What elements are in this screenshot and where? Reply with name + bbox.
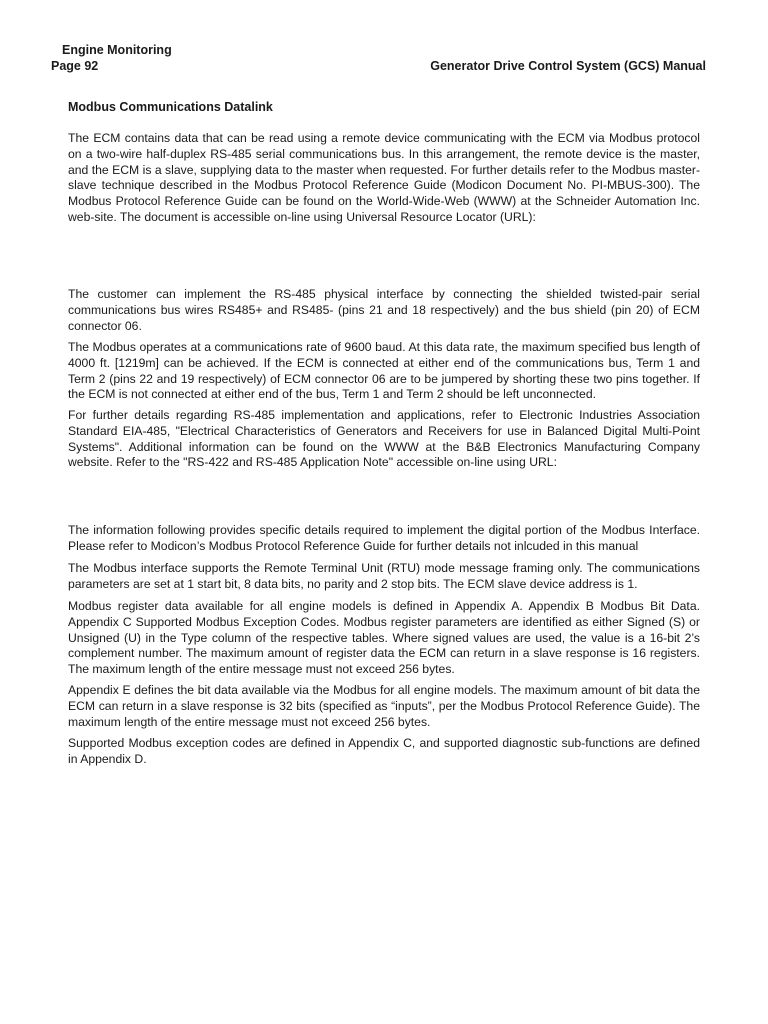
paragraph-exception-codes: Supported Modbus exception codes are defined in Appendix C, and supported diagnostic sub-functions are defined in Appendix D.	[68, 736, 700, 766]
section-heading: Modbus Communications Datalink	[68, 100, 273, 114]
paragraph-ecm-intro: The ECM contains data that can be read using a remote device communicating with the ECM via Modbus protocol on a two-wire half-duplex RS-485 serial communications bus. In this arrangement, the remote device is the master, and the ECM is a slave, supplying data to the master when requested. For further details refer to the Modbus master-slave technique described in the Modbus Protocol Reference Guide (Modicon Document No. PI-MBUS-300). The Modbus Protocol Reference Guide can be found on the World-Wide-Web (WWW) at the Schneider Automation Inc. web-site. The document is accessible on-line using Universal Resource Locator (URL):	[68, 131, 700, 224]
paragraph-rtu-mode: The Modbus interface supports the Remote Terminal Unit (RTU) mode message framing only. The communications parameters are set at 1 start bit, 8 data bits, no parity and 2 stop bits. The ECM slave device address is 1.	[68, 561, 700, 591]
paragraph-rs485-references: For further details regarding RS-485 implementation and applications, refer to Electronic Industries Association Standard EIA-485, "Electrical Characteristics of Generators and Receivers for use in Balanced Digital Multi-Point Systems". Additional information can be found on the WWW at the B&B Electronics Manufacturing Company website. Refer to the "RS-422 and RS-485 Application Note" accessible on-line using URL:	[68, 408, 700, 470]
paragraph-rs485-interface: The customer can implement the RS-485 physical interface by connecting the shielded twisted-pair serial communications bus wires RS485+ and RS485- (pins 21 and 18 respectively) and the bus shield (pin 20) of ECM connector 06.	[68, 287, 700, 333]
paragraph-register-data: Modbus register data available for all engine models is defined in Appendix A. Appendix B Modbus Bit Data. Appendix C Supported Modbus Exception Codes. Modbus register parameters are identified as either Signed (S) or Unsigned (U) in the Type column of the respective tables. Where signed values are used, the value is a 16-bit 2’s complement number. The maximum amount of register data the ECM can return in a slave response is 16 registers. The maximum length of the entire message must not exceed 256 bytes.	[68, 599, 700, 677]
paragraph-bit-data: Appendix E defines the bit data available via the Modbus for all engine models. The maximum amount of bit data the ECM can return in a slave response is 32 bits (specified as “inputs”, per the Modbus Protocol Reference Guide). The maximum length of the entire message must not exceed 256 bytes.	[68, 683, 700, 729]
header-manual-title: Generator Drive Control System (GCS) Manual	[430, 59, 706, 73]
paragraph-digital-interface: The information following provides specific details required to implement the digital portion of the Modbus Interface. Please refer to Modicon’s Modbus Protocol Reference Guide for further details not inlcuded in this manual	[68, 523, 700, 553]
header-section-title: Engine Monitoring	[62, 43, 172, 57]
paragraph-baud-rate: The Modbus operates at a communications rate of 9600 baud. At this data rate, the maximum specified bus length of 4000 ft. [1219m] can be achieved. If the ECM is connected at either end of the communications bus, Term 1 and Term 2 (pins 22 and 19 respectively) of ECM connector 06 are to be jumpered by shorting these two pins together. If the ECM is not connected at either end of the bus, Term 1 and Term 2 should be left unconnected.	[68, 340, 700, 402]
header-page-number: Page 92	[51, 59, 99, 73]
